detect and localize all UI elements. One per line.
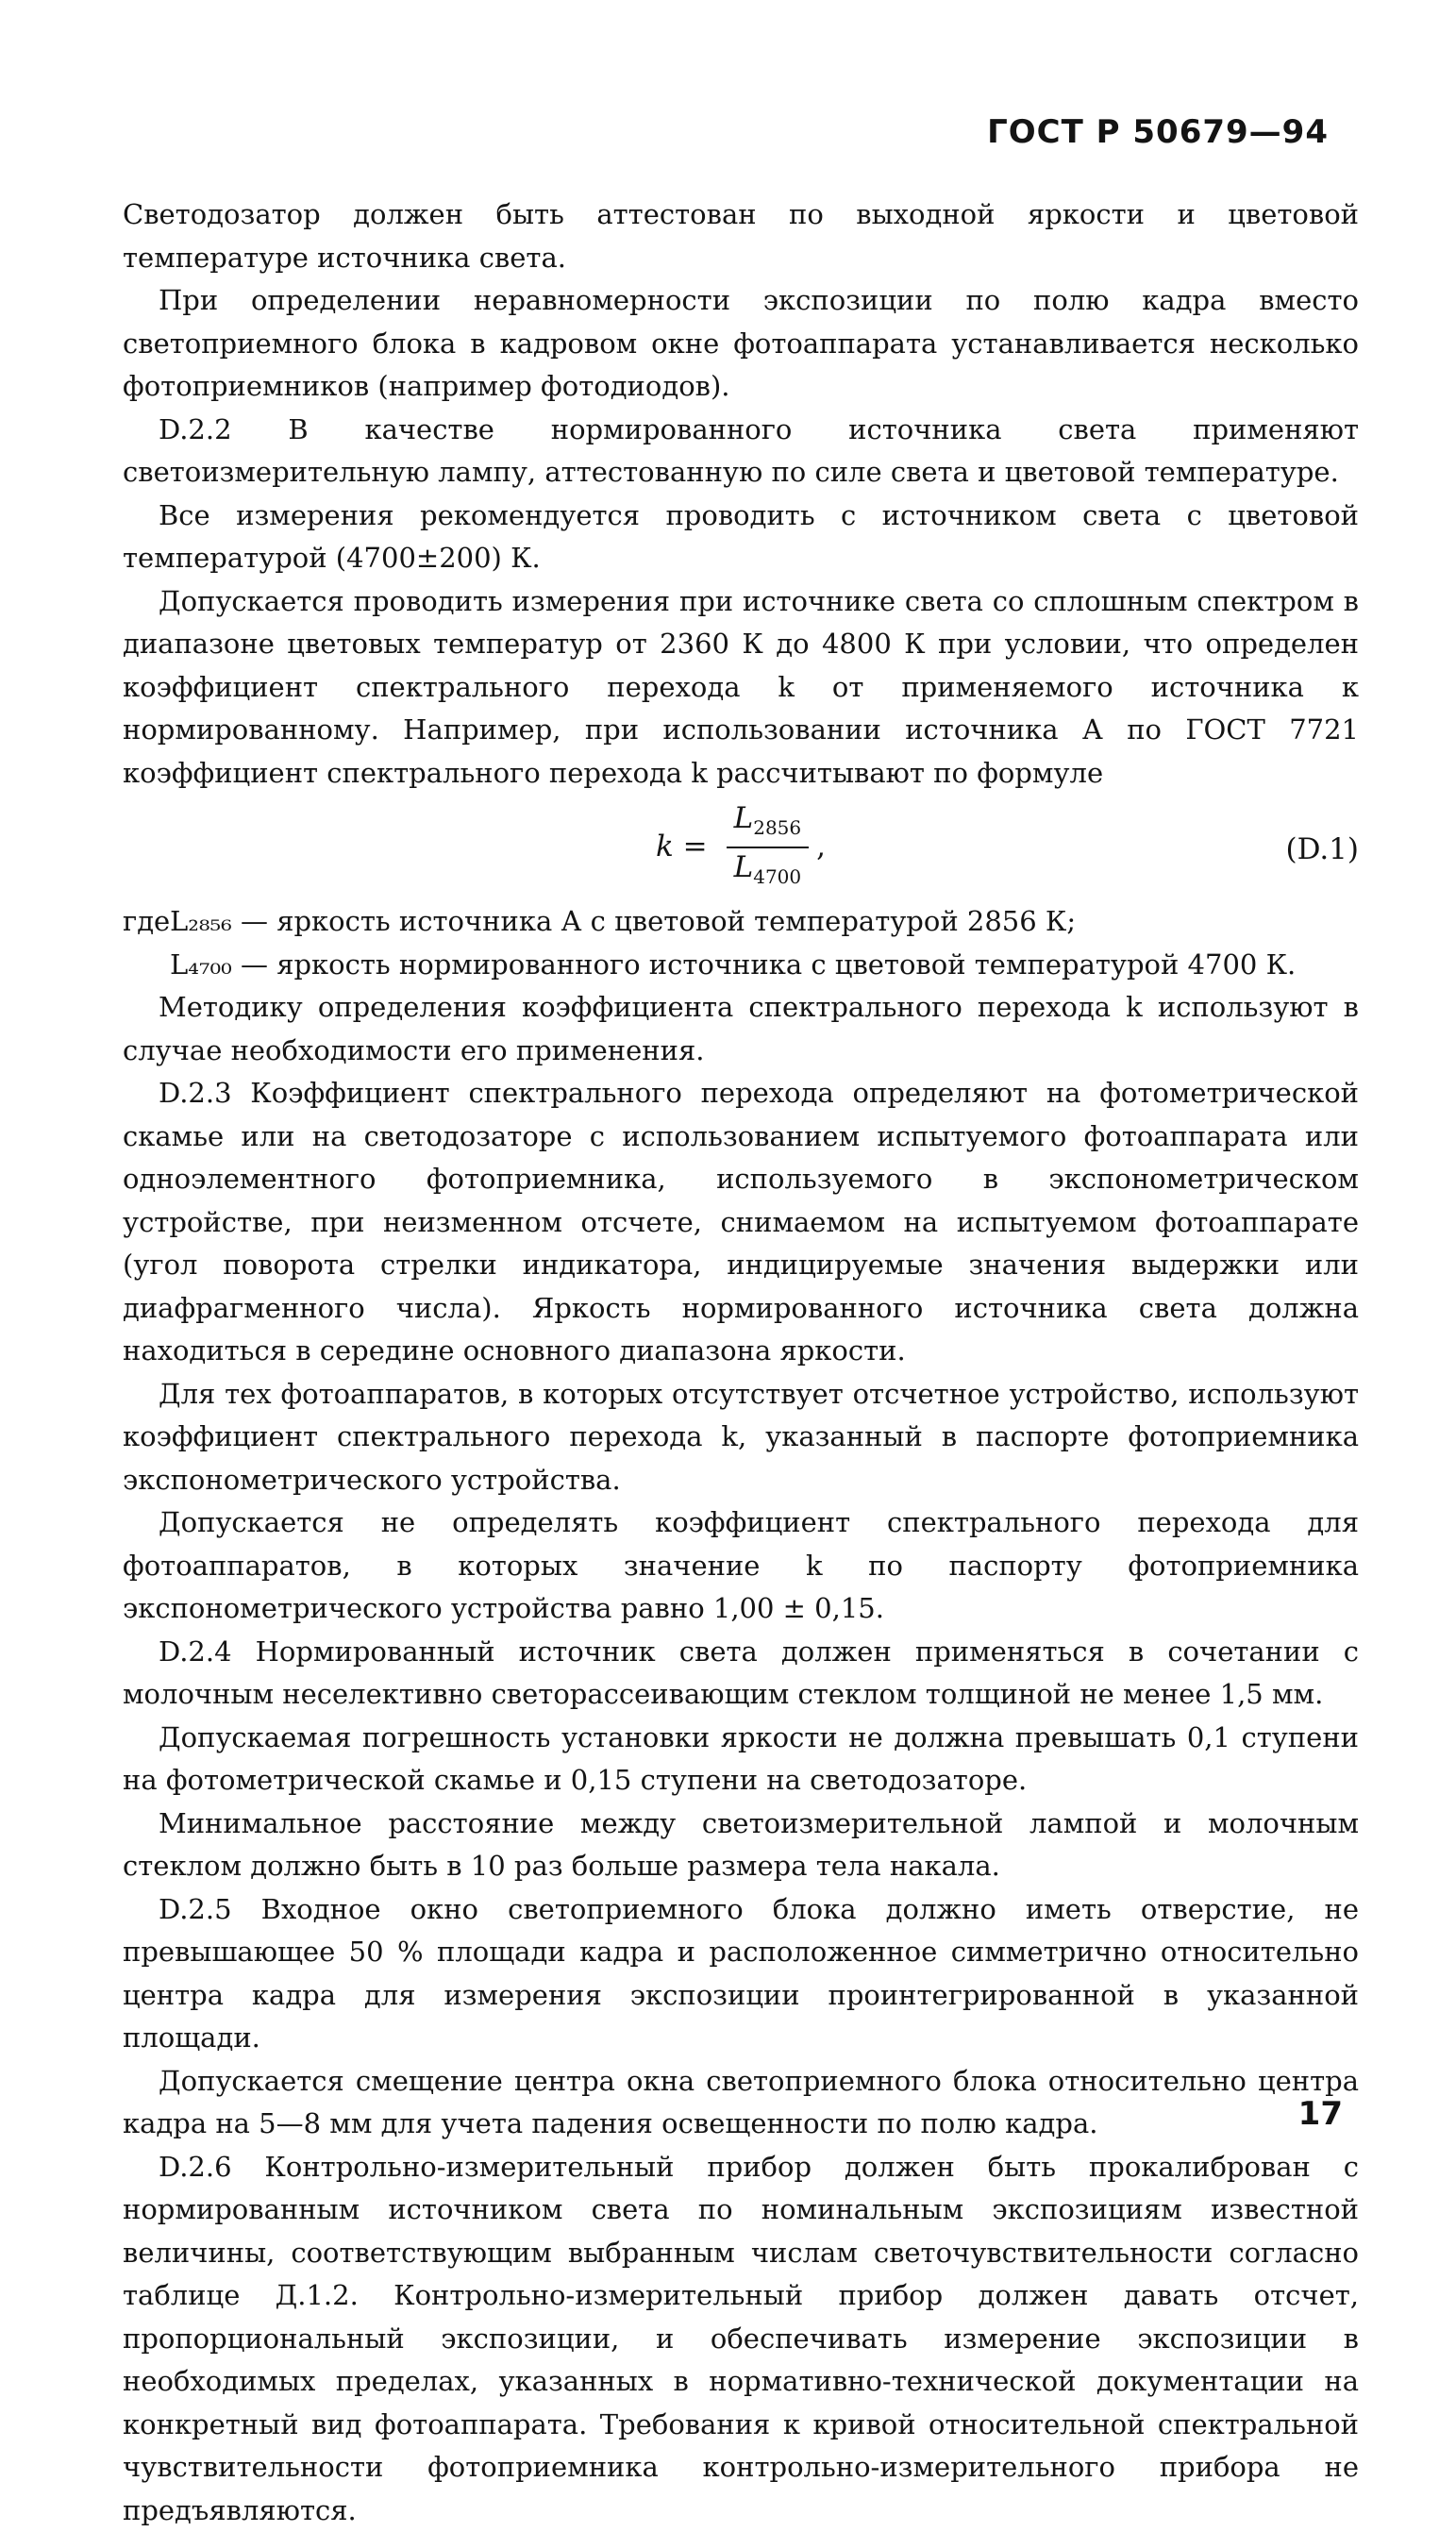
paragraph: При определении неравномерности экспозиции по полю кадра вместо светоприемного блока в кадровом окне фотоаппарата устанавливается несколько фотоприемников (например фотодиодов). [123,279,1359,409]
formula-fraction [727,799,810,896]
formula-denominator-subscript: 4700 [753,865,801,888]
formula-denominator [727,848,810,896]
formula-expression [656,799,826,896]
where-definition: L₄₇₀₀ — яркость нормированного источника с цветовой температурой 4700 К. [170,944,1359,987]
paragraph: Все измерения рекомендуется проводить с источником света с цветовой температурой (4700±200) К. [123,495,1359,580]
where-block [123,900,1359,986]
paragraph: D.2.6 Контрольно-измерительный прибор должен быть прокалиброван с нормированным источником света по номинальным экспозициям известной величины, соответствующим выбранным числам светочувствительности согласно таблице Д.1.2. Контрольно-измерительный прибор должен давать отсчет, пропорциональный экспозиции, и обеспечивать измерение экспозиции в необходимых пределах, указанных в нормативно-технической документации на конкретный вид фотоаппарата. Требования к кривой относительной спектральной чувствительности фотоприемника контрольно-измерительного прибора не предъявляются. [123,2146,1359,2532]
paragraph: Допускается смещение центра окна светоприемного блока относительно центра кадра на 5—8 мм для учета падения освещенности по полю кадра. [123,2060,1359,2146]
paragraph: D.2.2 В качестве нормированного источника света применяют светоизмерительную лампу, аттестованную по силе света и цветовой температуре. [123,409,1359,495]
paragraph: Светодозатор должен быть аттестован по выходной яркости и цветовой температуре источника света. [123,193,1359,279]
paragraph: D.2.5 Входное окно светоприемного блока должно иметь отверстие, не превышающее 50 % площади кадра и расположенное симметрично относительно центра кадра для измерения экспозиции проинтегрированной в указанной площади. [123,1888,1359,2060]
paragraph: Допускается проводить измерения при источнике света со сплошным спектром в диапазоне цветовых температур от 2360 К до 4800 К при условии, что определен коэффициент спектрального перехода k от применяемого источника к нормированному. Например, при использовании источника А по ГОСТ 7721 коэффициент спектрального перехода k рассчитывают по формуле [123,580,1359,796]
paragraph: Допускается не определять коэффициент спектрального перехода для фотоаппаратов, в которых значение k по паспорту фотоприемника экспонометрического устройства равно 1,00 ± 0,15. [123,1501,1359,1631]
paragraph: Минимальное расстояние между светоизмерительной лампой и молочным стеклом должно быть в 10 раз больше размера тела накала. [123,1803,1359,1888]
formula-number: (D.1) [1285,829,1359,872]
formula-d1 [123,795,1359,900]
paragraph: Методику определения коэффициента спектрального перехода k используют в случае необходимости его применения. [123,986,1359,1072]
formula-trailing: , [816,826,826,869]
formula-numerator [727,799,810,847]
paragraphs-before-formula [123,193,1359,795]
paragraph: D.2.3 Коэффициент спектрального перехода определяют на фотометрической скамье или на светодозаторе с использованием испытуемого фотоаппарата или одноэлементного фотоприемника, используемого в экспонометрическом устройстве, при неизменном отсчете, снимаемом на испытуемом фотоаппарате (угол поворота стрелки индикатора, индицируемые значения выдержки или диафрагменного числа). Яркость нормированного источника света должна находиться в середине основного диапазона яркости. [123,1072,1359,1373]
page-number: 17 [1298,2095,1343,2133]
formula-numerator-subscript: 2856 [753,816,801,839]
paragraph: D.2.4 Нормированный источник света должен применяться в сочетании с молочным неселективно светорассеивающим стеклом толщиной не менее 1,5 мм. [123,1631,1359,1717]
document-body [123,193,1359,2532]
formula-denominator-symbol: L [734,850,754,884]
formula-lhs: k = [656,826,708,869]
where-line [123,944,1359,987]
paragraph: Для тех фотоаппаратов, в которых отсутствует отсчетное устройство, используют коэффициент спектрального перехода k, указанный в паспорте фотоприемника экспонометрического устройства. [123,1373,1359,1502]
where-definition: L₂₈₅₆ — яркость источника А с цветовой температурой 2856 К; [170,900,1359,944]
formula-numerator-symbol: L [734,801,754,835]
where-label: где [123,900,170,944]
paragraphs-after-formula [123,986,1359,2532]
paragraph: Допускаемая погрешность установки яркости не должна превышать 0,1 ступени на фотометрической скамье и 0,15 ступени на светодозаторе. [123,1717,1359,1803]
where-line [123,900,1359,944]
document-header: ГОСТ Р 50679—94 [987,113,1329,151]
